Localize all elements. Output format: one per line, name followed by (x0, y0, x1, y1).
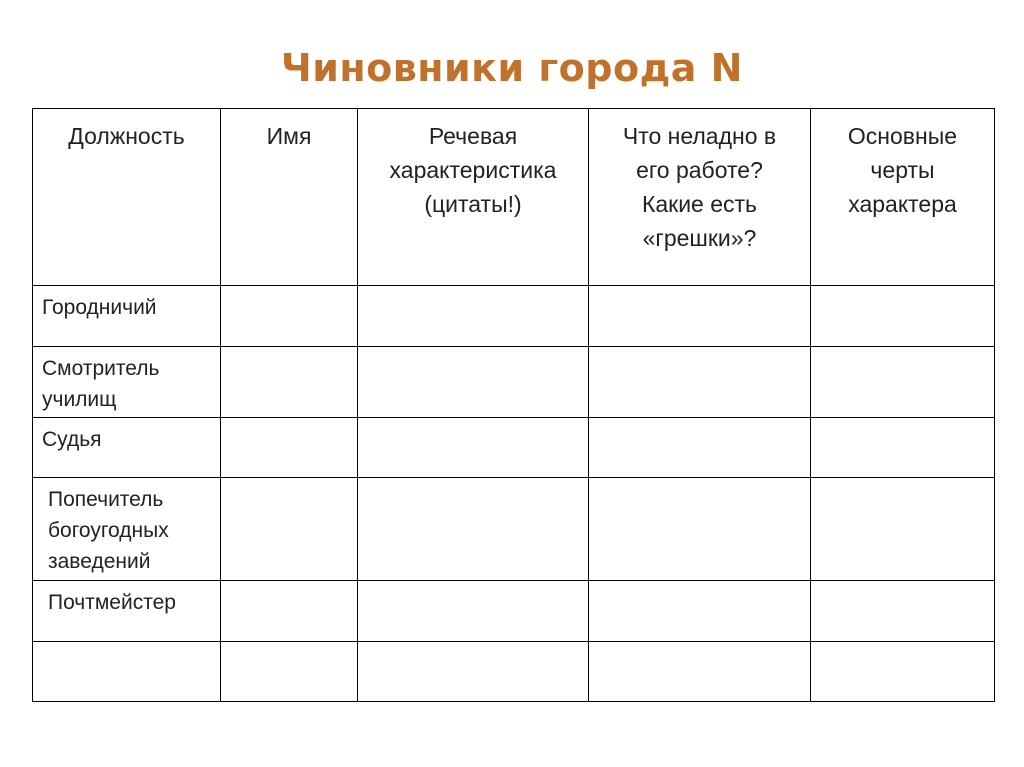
header-speech-characteristics: Речевая характеристика (цитаты!) (358, 109, 589, 286)
table-cell (221, 286, 358, 347)
table-cell (221, 418, 358, 478)
table-cell (358, 286, 589, 347)
row-label: Городничий (33, 286, 221, 347)
header-row (33, 109, 995, 286)
table-cell (811, 642, 995, 702)
table-cell (589, 418, 811, 478)
table-cell (811, 418, 995, 478)
table-cell (358, 478, 589, 581)
table-cell (589, 347, 811, 418)
page-title: Чиновники города N (281, 46, 743, 90)
table-row (33, 418, 995, 478)
table-cell (589, 286, 811, 347)
row-label: Почтмейстер (33, 581, 221, 642)
table-cell (589, 581, 811, 642)
table-cell (589, 642, 811, 702)
table-cell (358, 642, 589, 702)
table-cell (358, 347, 589, 418)
table-row (33, 642, 995, 702)
table-cell (358, 418, 589, 478)
table-row (33, 478, 995, 581)
table-cell (221, 581, 358, 642)
officials-table (32, 108, 995, 702)
table-cell (221, 642, 358, 702)
table-cell (811, 478, 995, 581)
table-row (33, 581, 995, 642)
table-cell (589, 478, 811, 581)
header-position: Должность (33, 109, 221, 286)
row-label: Смотритель училищ (33, 347, 221, 418)
table-cell (221, 478, 358, 581)
table-cell (811, 581, 995, 642)
table-row (33, 347, 995, 418)
row-label: Судья (33, 418, 221, 478)
table-cell (811, 347, 995, 418)
header-name: Имя (221, 109, 358, 286)
header-character-traits: Основные черты характера (811, 109, 995, 286)
table-row (33, 286, 995, 347)
row-label: Попечитель богоугодных заведений (33, 478, 221, 581)
row-label (33, 642, 221, 702)
table-cell (358, 581, 589, 642)
header-work-faults: Что неладно в его работе? Какие есть «грешки»? (589, 109, 811, 286)
table-cell (221, 347, 358, 418)
table-cell (811, 286, 995, 347)
